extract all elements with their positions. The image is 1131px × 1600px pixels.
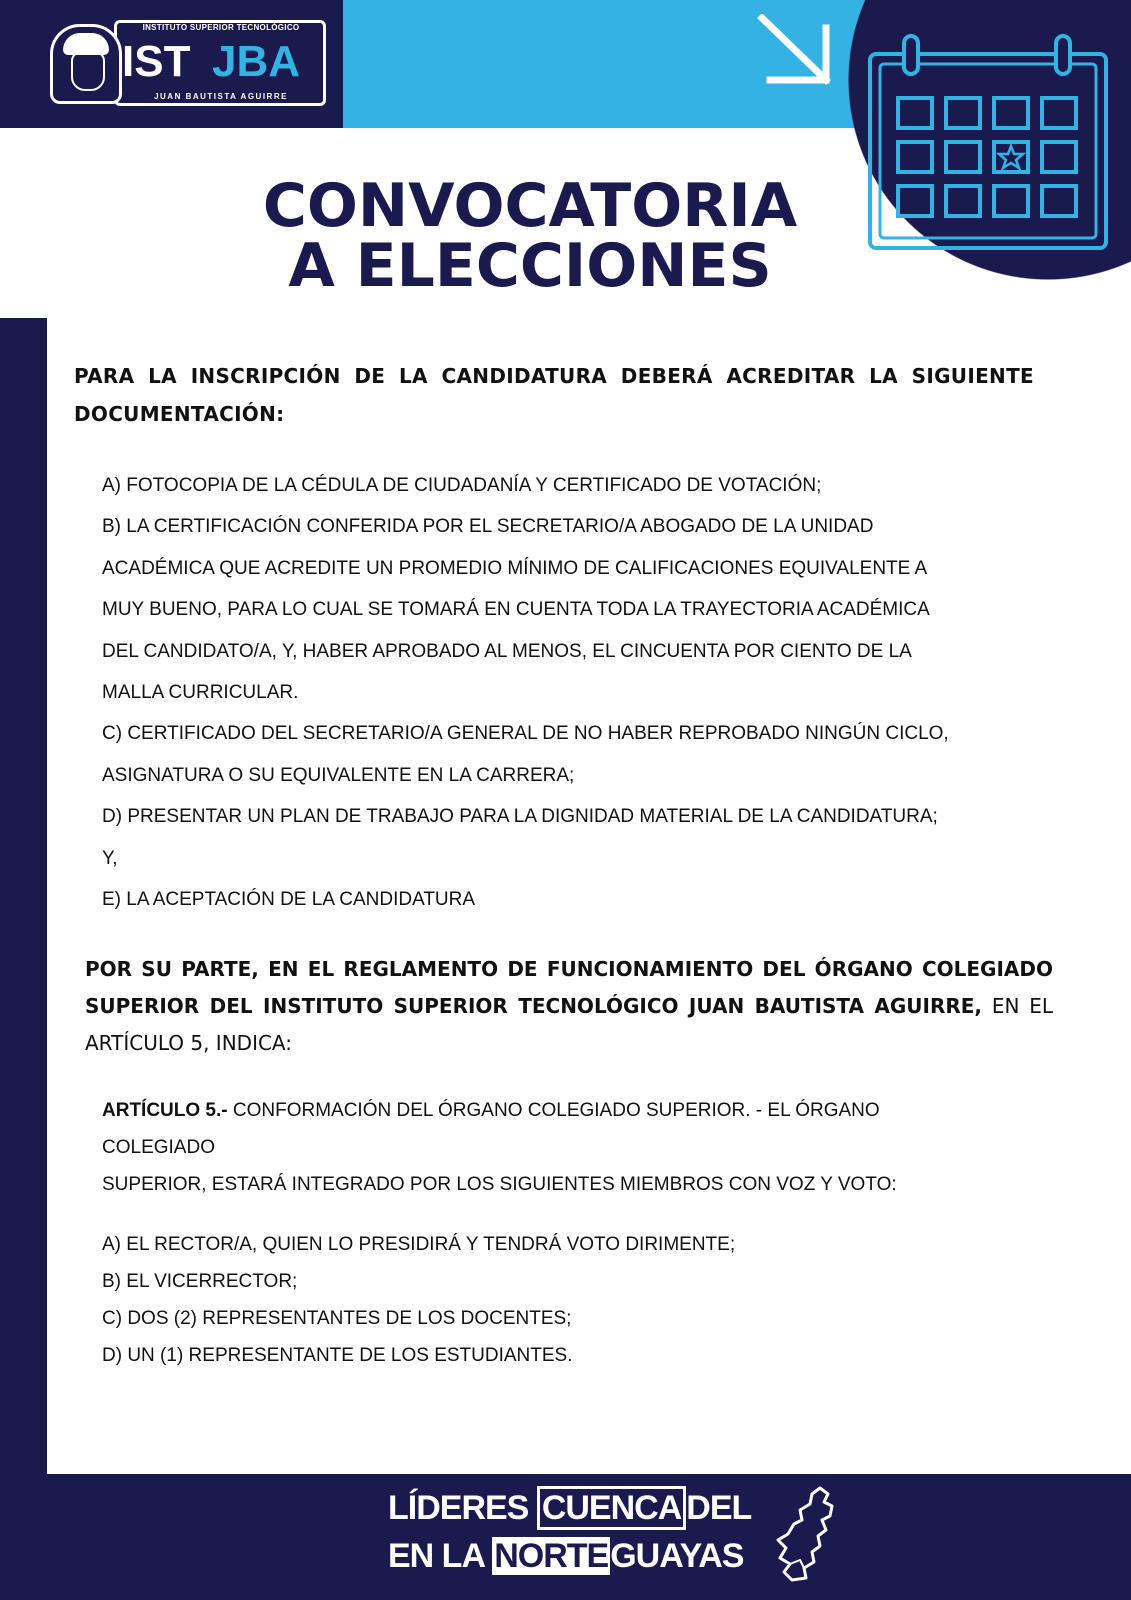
slogan-del: DEL — [686, 1489, 752, 1527]
guayas-map-icon — [770, 1484, 850, 1584]
footer-slogan — [388, 1486, 768, 1586]
logo-mark-ist: IST — [122, 37, 191, 86]
title-line-1: CONVOCATORIA — [262, 171, 798, 241]
regulation-bold-text: POR SU PARTE, EN EL REGLAMENTO DE FUNCIONAMIENTO DEL ÓRGANO COLEGIADO SUPERIOR DEL INSTITUTO SUPERIOR TECNOLÓGICO JUAN BAUTISTA AGUIRRE, — [85, 957, 1053, 1018]
slogan-line-1 — [388, 1486, 751, 1530]
slogan-lideres: LÍDERES — [388, 1489, 529, 1527]
member-item: C) DOS (2) REPRESENTANTES DE LOS DOCENTES; — [102, 1308, 572, 1329]
requirement-line: C) CERTIFICADO DEL SECRETARIO/A GENERAL DE NO HABER REPROBADO NINGÚN CICLO, — [102, 723, 949, 745]
portrait-face — [71, 51, 105, 91]
member-item: A) EL RECTOR/A, QUIEN LO PRESIDIRÁ Y TENDRÁ VOTO DIRIMENTE; — [102, 1234, 736, 1255]
portrait-icon — [50, 24, 122, 104]
arrow-down-right-icon — [756, 14, 836, 86]
requirement-line: A) FOTOCOPIA DE LA CÉDULA DE CIUDADANÍA Y CERTIFICADO DE VOTACIÓN; — [102, 475, 822, 496]
article-label: ARTÍCULO 5.- — [102, 1100, 228, 1121]
regulation-normal-text: EN EL ARTÍCULO 5, INDICA: — [85, 994, 1053, 1055]
requirement-line: D) PRESENTAR UN PLAN DE TRABAJO PARA LA DIGNIDAD MATERIAL DE LA CANDIDATURA; — [102, 806, 938, 828]
slogan-en-la: EN LA — [388, 1537, 484, 1575]
requirements-list — [102, 465, 1092, 920]
requirement-line: MUY BUENO, PARA LO CUAL SE TOMARÁ EN CUENTA TODA LA TRAYECTORIA ACADÉMICA — [102, 599, 930, 621]
article-text-2: COLEGIADO — [102, 1137, 215, 1158]
requirement-line: E) LA ACEPTACIÓN DE LA CANDIDATURA — [102, 889, 476, 911]
requirement-line: B) LA CERTIFICACIÓN CONFERIDA POR EL SECRETARIO/A ABOGADO DE LA UNIDAD — [102, 516, 874, 538]
requirement-line: MALLA CURRICULAR. — [102, 682, 299, 704]
article-text-3: SUPERIOR, ESTARÁ INTEGRADO POR LOS SIGUIENTES MIEMBROS CON VOZ Y VOTO: — [102, 1174, 897, 1195]
article-text-1: CONFORMACIÓN DEL ÓRGANO COLEGIADO SUPERIOR. - EL ÓRGANO — [227, 1100, 880, 1121]
logo-bottom-text: JUAN BAUTISTA AGUIRRE — [154, 92, 288, 101]
slogan-norte: NORTE — [494, 1537, 609, 1575]
slogan-guayas: GUAYAS — [610, 1537, 744, 1575]
requirement-line: ASIGNATURA O SU EQUIVALENTE EN LA CARRERA; — [102, 764, 575, 786]
regulation-paragraph — [85, 951, 1053, 1062]
logo-mark-jba: JBA — [212, 37, 301, 86]
left-accent-bar — [0, 318, 47, 1600]
slogan-cuenca: CUENCA — [537, 1486, 686, 1530]
calendar-star-icon — [868, 34, 1108, 250]
logo-top-text: INSTITUTO SUPERIOR TECNOLÓGICO — [142, 23, 300, 32]
article-paragraph — [102, 1092, 1082, 1203]
requirements-heading: PARA LA INSCRIPCIÓN DE LA CANDIDATURA DEBERÁ ACREDITAR LA SIGUIENTE DOCUMENTACIÓN: — [74, 364, 1034, 426]
member-item: D) UN (1) REPRESENTANTE DE LOS ESTUDIANTES. — [102, 1345, 573, 1366]
page-title — [240, 171, 820, 301]
institute-logo — [50, 20, 301, 108]
requirement-line: Y, — [102, 847, 118, 869]
article-line-1 — [102, 1092, 1082, 1129]
member-item: B) EL VICERRECTOR; — [102, 1271, 298, 1292]
title-line-2: A ELECCIONES — [288, 231, 772, 301]
requirement-line: DEL CANDIDATO/A, Y, HABER APROBADO AL MENOS, EL CINCUENTA POR CIENTO DE LA — [102, 640, 912, 662]
requirement-line: ACADÉMICA QUE ACREDITE UN PROMEDIO MÍNIMO DE CALIFICACIONES EQUIVALENTE A — [102, 557, 928, 579]
slogan-line-2 — [388, 1534, 743, 1578]
members-list — [102, 1226, 1002, 1374]
